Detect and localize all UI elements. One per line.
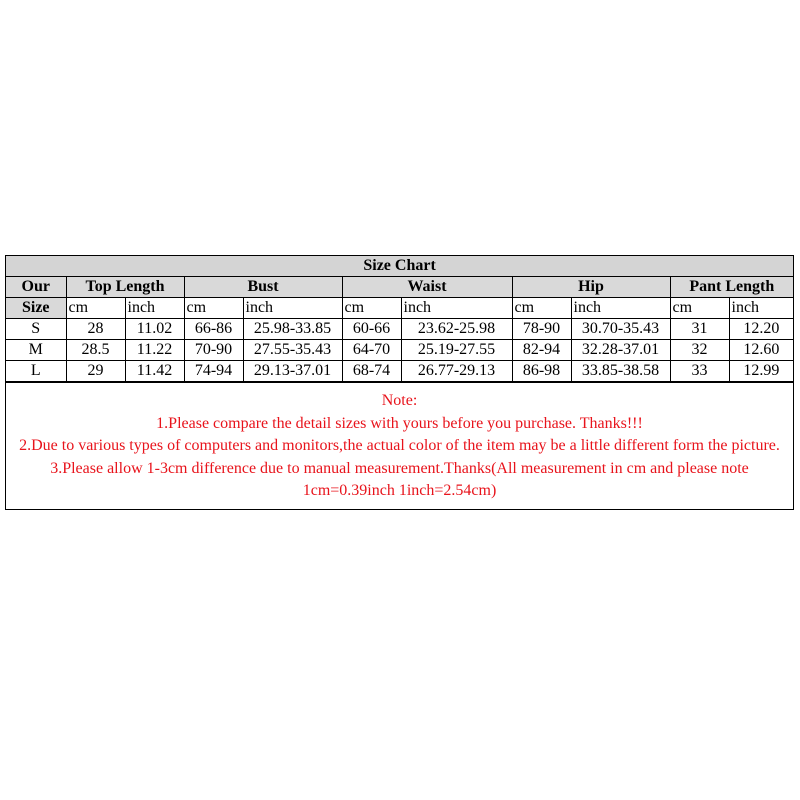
waist-header: Waist: [342, 277, 512, 298]
size-chart: [5, 255, 794, 510]
chart-title: Size Chart: [6, 256, 793, 277]
table-cell: 32: [670, 340, 729, 361]
table-cell: 30.70-35.43: [571, 319, 670, 340]
notes-section: [6, 382, 793, 509]
note-line: 3.Please allow 1-3cm difference due to manual measurement.Thanks(All measurement in cm and please note 1cm=0.39inch 1inch=2.54cm): [50, 459, 749, 499]
table-cell: 82-94: [512, 340, 571, 361]
table-cell: 66-86: [184, 319, 243, 340]
bust-header: Bust: [184, 277, 342, 298]
table-cell: 32.28-37.01: [571, 340, 670, 361]
table-cell: 12.20: [729, 319, 793, 340]
unit-header: inch: [571, 298, 670, 319]
hip-header: Hip: [512, 277, 670, 298]
size-table: [6, 256, 793, 382]
unit-header: inch: [401, 298, 512, 319]
table-cell: 25.98-33.85: [243, 319, 342, 340]
top-length-header: Top Length: [66, 277, 184, 298]
table-cell: 74-94: [184, 361, 243, 382]
table-cell: 26.77-29.13: [401, 361, 512, 382]
table-cell: 86-98: [512, 361, 571, 382]
table-cell: 29: [66, 361, 125, 382]
table-cell: 28: [66, 319, 125, 340]
table-cell: 70-90: [184, 340, 243, 361]
our-header: Our: [6, 277, 66, 298]
table-cell: 68-74: [342, 361, 401, 382]
table-cell: 64-70: [342, 340, 401, 361]
unit-header: inch: [729, 298, 793, 319]
table-cell: 31: [670, 319, 729, 340]
unit-header: cm: [512, 298, 571, 319]
table-cell: 23.62-25.98: [401, 319, 512, 340]
notes-heading: Note:: [381, 392, 418, 409]
table-row: [6, 361, 793, 382]
note-line: 2.Due to various types of computers and monitors,the actual color of the item may be a little different form the picture.: [19, 437, 780, 454]
table-cell: 12.99: [729, 361, 793, 382]
table-cell: 60-66: [342, 319, 401, 340]
table-row: [6, 319, 793, 340]
table-cell: 78-90: [512, 319, 571, 340]
table-cell: 33: [670, 361, 729, 382]
unit-header: cm: [342, 298, 401, 319]
unit-header: cm: [670, 298, 729, 319]
table-cell: 25.19-27.55: [401, 340, 512, 361]
pant-length-header: Pant Length: [670, 277, 793, 298]
size-cell: M: [6, 340, 66, 361]
unit-header: inch: [243, 298, 342, 319]
table-cell: 29.13-37.01: [243, 361, 342, 382]
size-cell: S: [6, 319, 66, 340]
size-cell: L: [6, 361, 66, 382]
note-line: 1.Please compare the detail sizes with yours before you purchase. Thanks!!!: [156, 414, 643, 432]
table-cell: 28.5: [66, 340, 125, 361]
size-header: Size: [6, 298, 66, 319]
table-cell: 33.85-38.58: [571, 361, 670, 382]
table-cell: 12.60: [729, 340, 793, 361]
unit-header: inch: [125, 298, 184, 319]
table-cell: 11.02: [125, 319, 184, 340]
table-cell: 27.55-35.43: [243, 340, 342, 361]
table-cell: 11.42: [125, 361, 184, 382]
unit-header: cm: [66, 298, 125, 319]
unit-header: cm: [184, 298, 243, 319]
table-cell: 11.22: [125, 340, 184, 361]
table-row: [6, 340, 793, 361]
